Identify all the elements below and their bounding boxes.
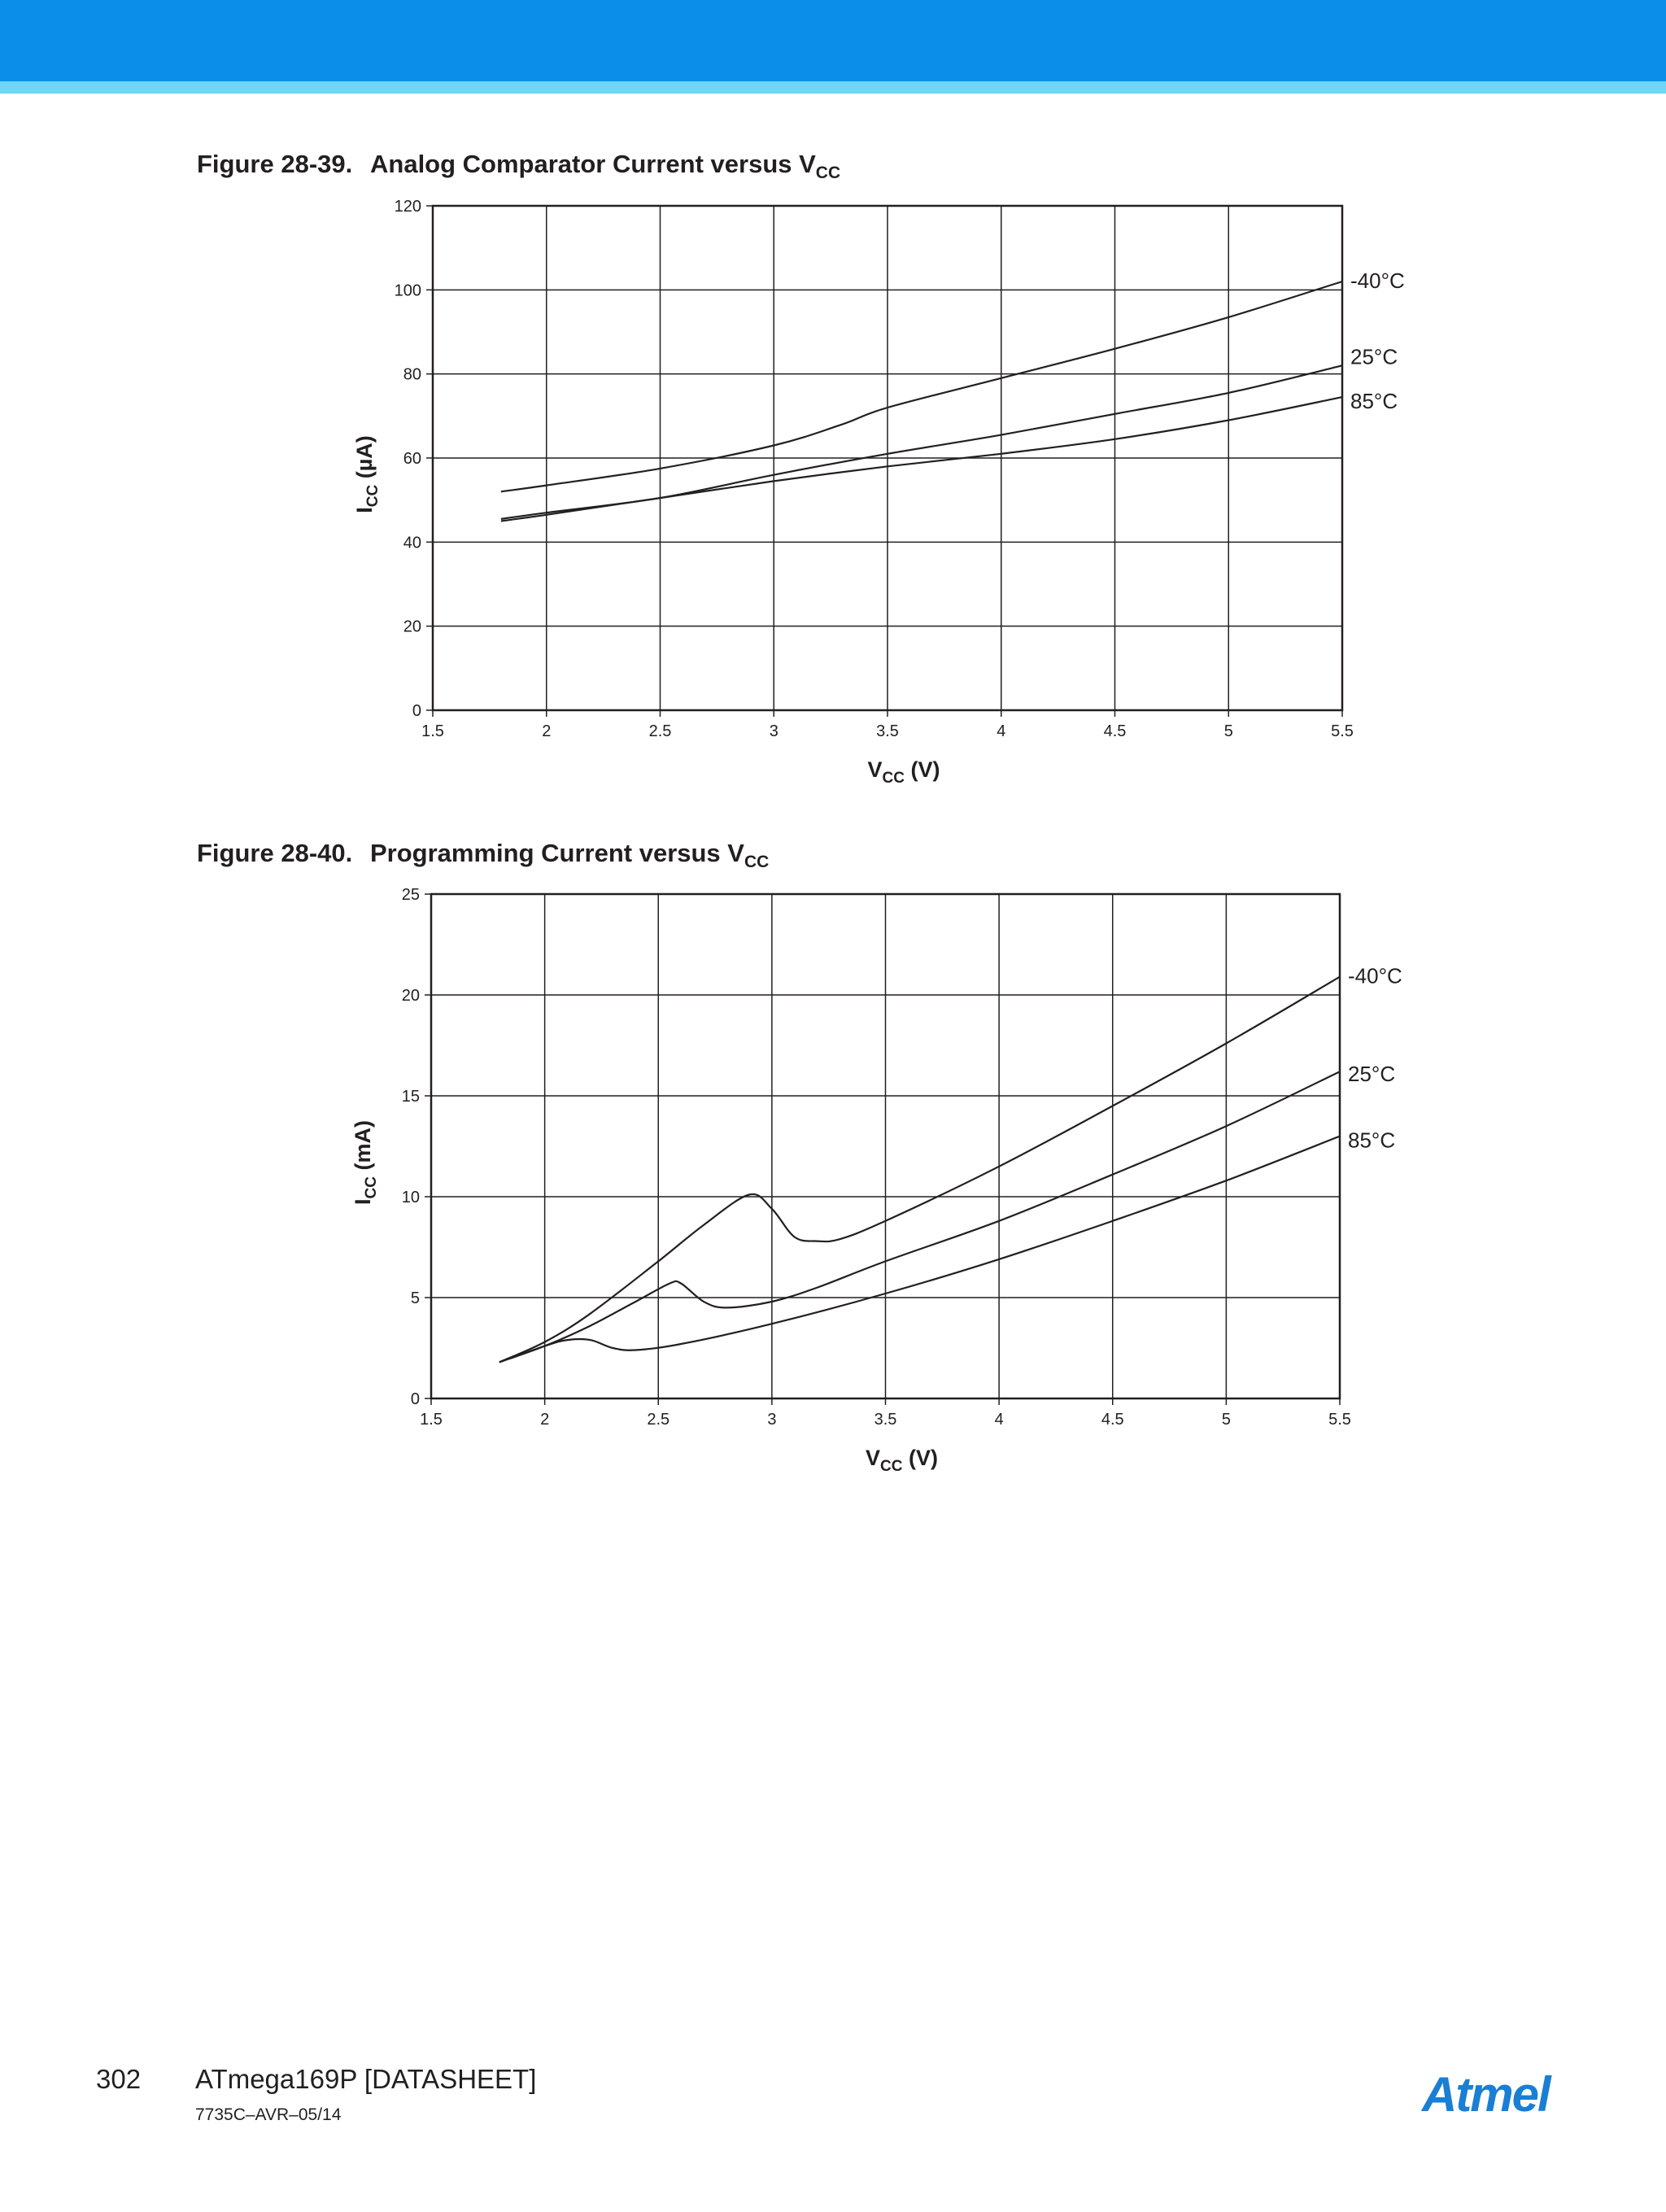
figure-title: Analog Comparator Current versus V <box>370 150 816 178</box>
x-tick-label: 3.5 <box>874 1411 897 1429</box>
x-tick-label: 4 <box>994 1411 1004 1429</box>
y-tick-label: 100 <box>394 281 421 300</box>
figure-title: Programming Current versus V <box>370 839 744 867</box>
x-tick-label: 4.5 <box>1103 722 1127 740</box>
x-axis-label: VCC (V) <box>866 1446 938 1475</box>
x-tick-label: 1.5 <box>421 722 444 740</box>
series-line <box>499 977 1340 1363</box>
x-tick-label: 4 <box>997 722 1006 740</box>
y-tick-label: 20 <box>403 617 421 636</box>
x-tick-label: 5.5 <box>1331 722 1354 740</box>
x-tick-label: 5 <box>1221 1411 1231 1429</box>
y-axis-label: ICC (µA) <box>352 435 382 513</box>
figure-title-subscript: CC <box>815 164 841 182</box>
y-tick-label: 25 <box>401 886 420 904</box>
page-number: 302 <box>96 2064 142 2094</box>
atmel-logo: Atmel <box>1422 2067 1550 2122</box>
document-title: ATmega169P [DATASHEET] <box>195 2064 537 2094</box>
y-tick-label: 0 <box>410 1390 420 1408</box>
x-tick-label: 3 <box>767 1411 777 1429</box>
grid <box>425 894 1340 1405</box>
x-tick-label: 1.5 <box>420 1411 443 1429</box>
y-tick-label: 0 <box>412 702 421 720</box>
series-line <box>499 1071 1340 1362</box>
y-tick-label: 80 <box>403 365 421 384</box>
y-tick-label: 120 <box>394 198 421 216</box>
x-tick-label: 2.5 <box>647 1411 670 1429</box>
x-tick-label: 2.5 <box>648 722 672 740</box>
x-axis-label: VCC (V) <box>867 757 940 787</box>
y-tick-label: 40 <box>403 534 421 552</box>
figure-title-subscript: CC <box>744 853 770 871</box>
x-tick-label: 3 <box>769 722 778 740</box>
y-tick-label: 20 <box>401 987 420 1005</box>
x-tick-label: 2 <box>540 1411 550 1429</box>
series-label: 25°C <box>1350 344 1398 369</box>
series-label: 85°C <box>1348 1128 1396 1153</box>
y-tick-label: 5 <box>410 1289 420 1307</box>
x-tick-label: 5.5 <box>1328 1411 1351 1429</box>
y-axis-label: ICC (mA) <box>351 1120 380 1205</box>
series-label: 25°C <box>1348 1062 1396 1087</box>
series-label: -40°C <box>1350 268 1405 293</box>
x-tick-label: 4.5 <box>1101 1411 1124 1429</box>
x-tick-label: 3.5 <box>876 722 899 740</box>
y-tick-label: 15 <box>401 1088 420 1106</box>
series-label: 85°C <box>1350 389 1398 414</box>
figure-number: Figure 28-40. <box>197 839 353 867</box>
y-tick-label: 60 <box>403 450 421 468</box>
x-tick-label: 5 <box>1223 722 1233 740</box>
y-tick-label: 10 <box>401 1189 420 1206</box>
series-label: -40°C <box>1348 963 1402 988</box>
document-code: 7735C–AVR–05/14 <box>195 2105 342 2124</box>
figure-number: Figure 28-39. <box>197 150 353 178</box>
x-tick-label: 2 <box>542 722 552 740</box>
